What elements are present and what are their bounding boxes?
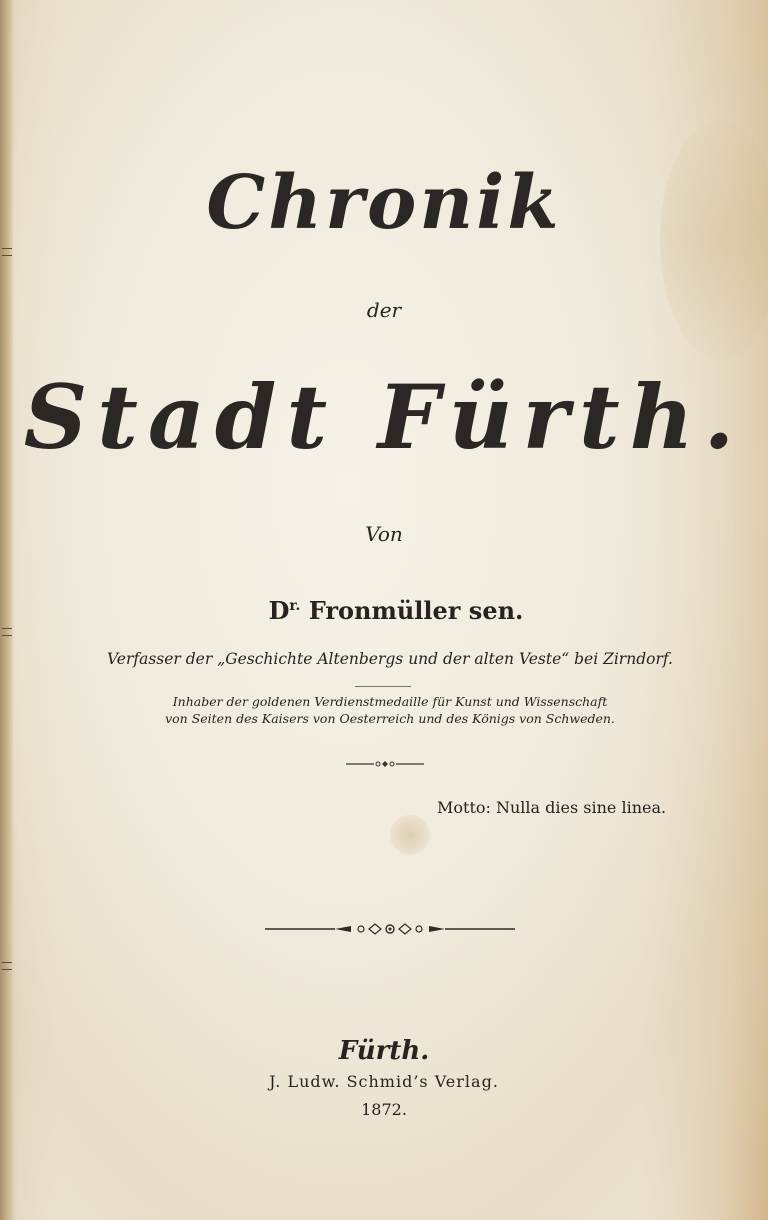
publisher-city: Fürth. — [338, 1036, 430, 1066]
binding-stitch — [2, 628, 12, 636]
author-prefix-superscript: r. — [289, 598, 301, 614]
small-ornament — [346, 757, 424, 771]
byline-von: Von — [365, 522, 403, 546]
author-prefix: D — [268, 596, 290, 625]
paper-stain — [390, 815, 430, 855]
city-title: Stadt Fürth. — [23, 365, 745, 469]
binding-stitch — [2, 248, 12, 256]
author-name: Fronmüller sen. — [308, 596, 524, 625]
publication-year: 1872. — [361, 1100, 407, 1119]
book-title: Chronik — [206, 160, 562, 246]
large-ornament — [265, 920, 515, 938]
honor-line-2: von Seiten des Kaisers von Oesterreich und des Königs von Schweden. — [165, 711, 615, 726]
title-article: der — [366, 298, 402, 322]
author-line — [12, 596, 768, 625]
honor-line-1: Inhaber der goldenen Verdienstmedaille für Kunst und Wissenschaft — [172, 694, 608, 709]
publisher-name: J. Ludw. Schmid’s Verlag. — [269, 1072, 499, 1091]
divider-rule — [355, 686, 411, 687]
binding-stitch — [2, 962, 12, 970]
author-note: Verfasser der „Geschichte Altenbergs und der alten Veste“ bei Zirndorf. — [107, 650, 673, 668]
motto: Motto: Nulla dies sine linea. — [437, 798, 667, 817]
